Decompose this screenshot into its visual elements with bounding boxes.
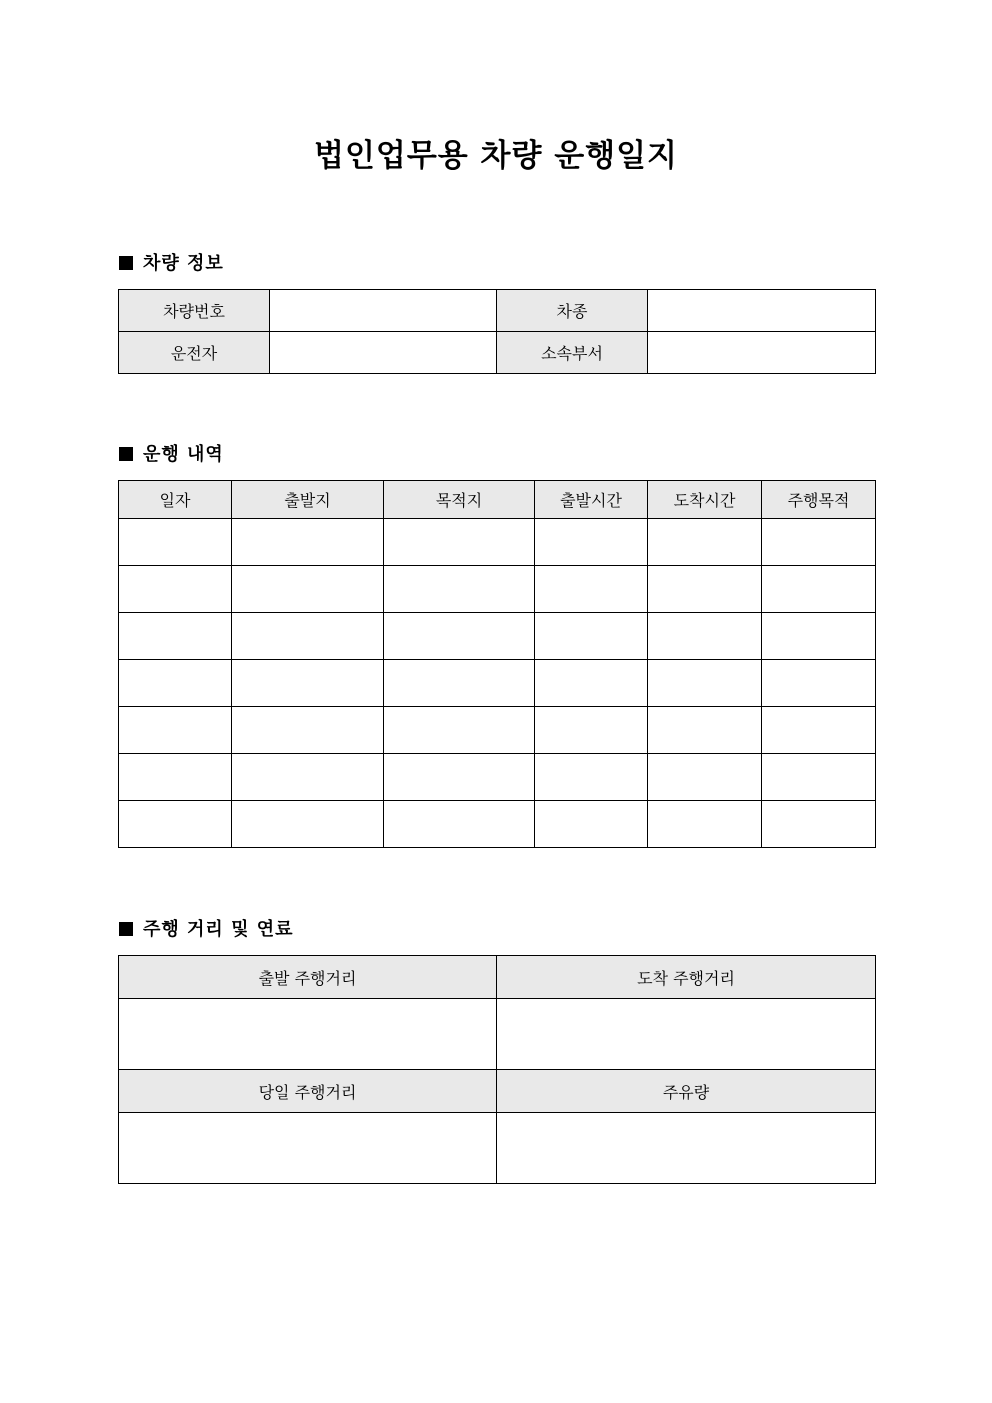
fuel-field[interactable] xyxy=(497,1113,876,1184)
table-cell[interactable] xyxy=(648,613,762,660)
table-cell[interactable] xyxy=(535,566,648,613)
fuel-label: 주유량 xyxy=(497,1070,876,1113)
table-cell[interactable] xyxy=(762,754,876,801)
table-row xyxy=(119,754,876,801)
column-header-arrival-time: 도착시간 xyxy=(648,481,762,519)
table-cell[interactable] xyxy=(535,707,648,754)
table-cell[interactable] xyxy=(384,566,535,613)
driving-log-table xyxy=(118,480,876,848)
daily-distance-label: 당일 주행거리 xyxy=(119,1070,497,1113)
table-cell[interactable] xyxy=(119,613,232,660)
table-cell[interactable] xyxy=(384,707,535,754)
table-cell[interactable] xyxy=(384,754,535,801)
vehicle-section-title: 차량 정보 xyxy=(143,253,224,274)
department-label: 소속부서 xyxy=(497,332,648,374)
log-section-heading xyxy=(119,443,224,467)
table-cell[interactable] xyxy=(535,801,648,848)
table-cell[interactable] xyxy=(119,801,232,848)
model-label: 차종 xyxy=(497,290,648,332)
distance-section-heading xyxy=(119,918,294,942)
table-row xyxy=(119,999,876,1070)
table-cell[interactable] xyxy=(648,754,762,801)
table-row xyxy=(119,660,876,707)
table-cell[interactable] xyxy=(762,613,876,660)
table-cell[interactable] xyxy=(648,519,762,566)
log-section-title: 운행 내역 xyxy=(143,444,224,465)
table-cell[interactable] xyxy=(119,566,232,613)
table-row xyxy=(119,290,876,332)
table-row xyxy=(119,707,876,754)
table-cell[interactable] xyxy=(119,660,232,707)
table-cell[interactable] xyxy=(384,613,535,660)
daily-distance-field[interactable] xyxy=(119,1113,497,1184)
table-header-row xyxy=(119,481,876,519)
square-bullet-icon xyxy=(119,922,133,936)
table-cell[interactable] xyxy=(232,801,384,848)
end-odometer-label: 도착 주행거리 xyxy=(497,956,876,999)
table-cell[interactable] xyxy=(648,801,762,848)
table-cell[interactable] xyxy=(762,801,876,848)
square-bullet-icon xyxy=(119,256,133,270)
distance-fuel-table xyxy=(118,955,876,1184)
department-field[interactable] xyxy=(648,332,876,374)
table-cell[interactable] xyxy=(762,660,876,707)
start-odometer-field[interactable] xyxy=(119,999,497,1070)
column-header-date: 일자 xyxy=(119,481,232,519)
table-cell[interactable] xyxy=(232,707,384,754)
table-row xyxy=(119,1113,876,1184)
column-header-origin: 출발지 xyxy=(232,481,384,519)
vehicle-section-heading xyxy=(119,252,224,276)
driver-label: 운전자 xyxy=(119,332,270,374)
table-cell[interactable] xyxy=(119,707,232,754)
table-cell[interactable] xyxy=(232,613,384,660)
table-row xyxy=(119,332,876,374)
column-header-destination: 목적지 xyxy=(384,481,535,519)
table-cell[interactable] xyxy=(762,519,876,566)
end-odometer-field[interactable] xyxy=(497,999,876,1070)
table-row xyxy=(119,566,876,613)
table-row xyxy=(119,956,876,999)
driver-field[interactable] xyxy=(270,332,497,374)
table-cell[interactable] xyxy=(648,566,762,613)
table-cell[interactable] xyxy=(384,519,535,566)
table-row xyxy=(119,519,876,566)
table-cell[interactable] xyxy=(232,519,384,566)
table-cell[interactable] xyxy=(762,707,876,754)
page-title: 법인업무용 차량 운행일지 xyxy=(314,138,678,174)
plate-label: 차량번호 xyxy=(119,290,270,332)
table-cell[interactable] xyxy=(648,660,762,707)
table-row xyxy=(119,801,876,848)
table-cell[interactable] xyxy=(232,754,384,801)
table-cell[interactable] xyxy=(535,754,648,801)
table-row xyxy=(119,613,876,660)
square-bullet-icon xyxy=(119,447,133,461)
column-header-purpose: 주행목적 xyxy=(762,481,876,519)
table-cell[interactable] xyxy=(384,801,535,848)
vehicle-info-table xyxy=(118,289,876,374)
table-cell[interactable] xyxy=(762,566,876,613)
distance-section-title: 주행 거리 및 연료 xyxy=(143,919,294,940)
table-cell[interactable] xyxy=(535,613,648,660)
table-cell[interactable] xyxy=(535,660,648,707)
table-cell[interactable] xyxy=(535,519,648,566)
start-odometer-label: 출발 주행거리 xyxy=(119,956,497,999)
table-cell[interactable] xyxy=(119,754,232,801)
table-cell[interactable] xyxy=(119,519,232,566)
table-cell[interactable] xyxy=(232,660,384,707)
table-cell[interactable] xyxy=(384,660,535,707)
table-row xyxy=(119,1070,876,1113)
model-field[interactable] xyxy=(648,290,876,332)
plate-field[interactable] xyxy=(270,290,497,332)
column-header-departure-time: 출발시간 xyxy=(535,481,648,519)
table-cell[interactable] xyxy=(648,707,762,754)
table-cell[interactable] xyxy=(232,566,384,613)
